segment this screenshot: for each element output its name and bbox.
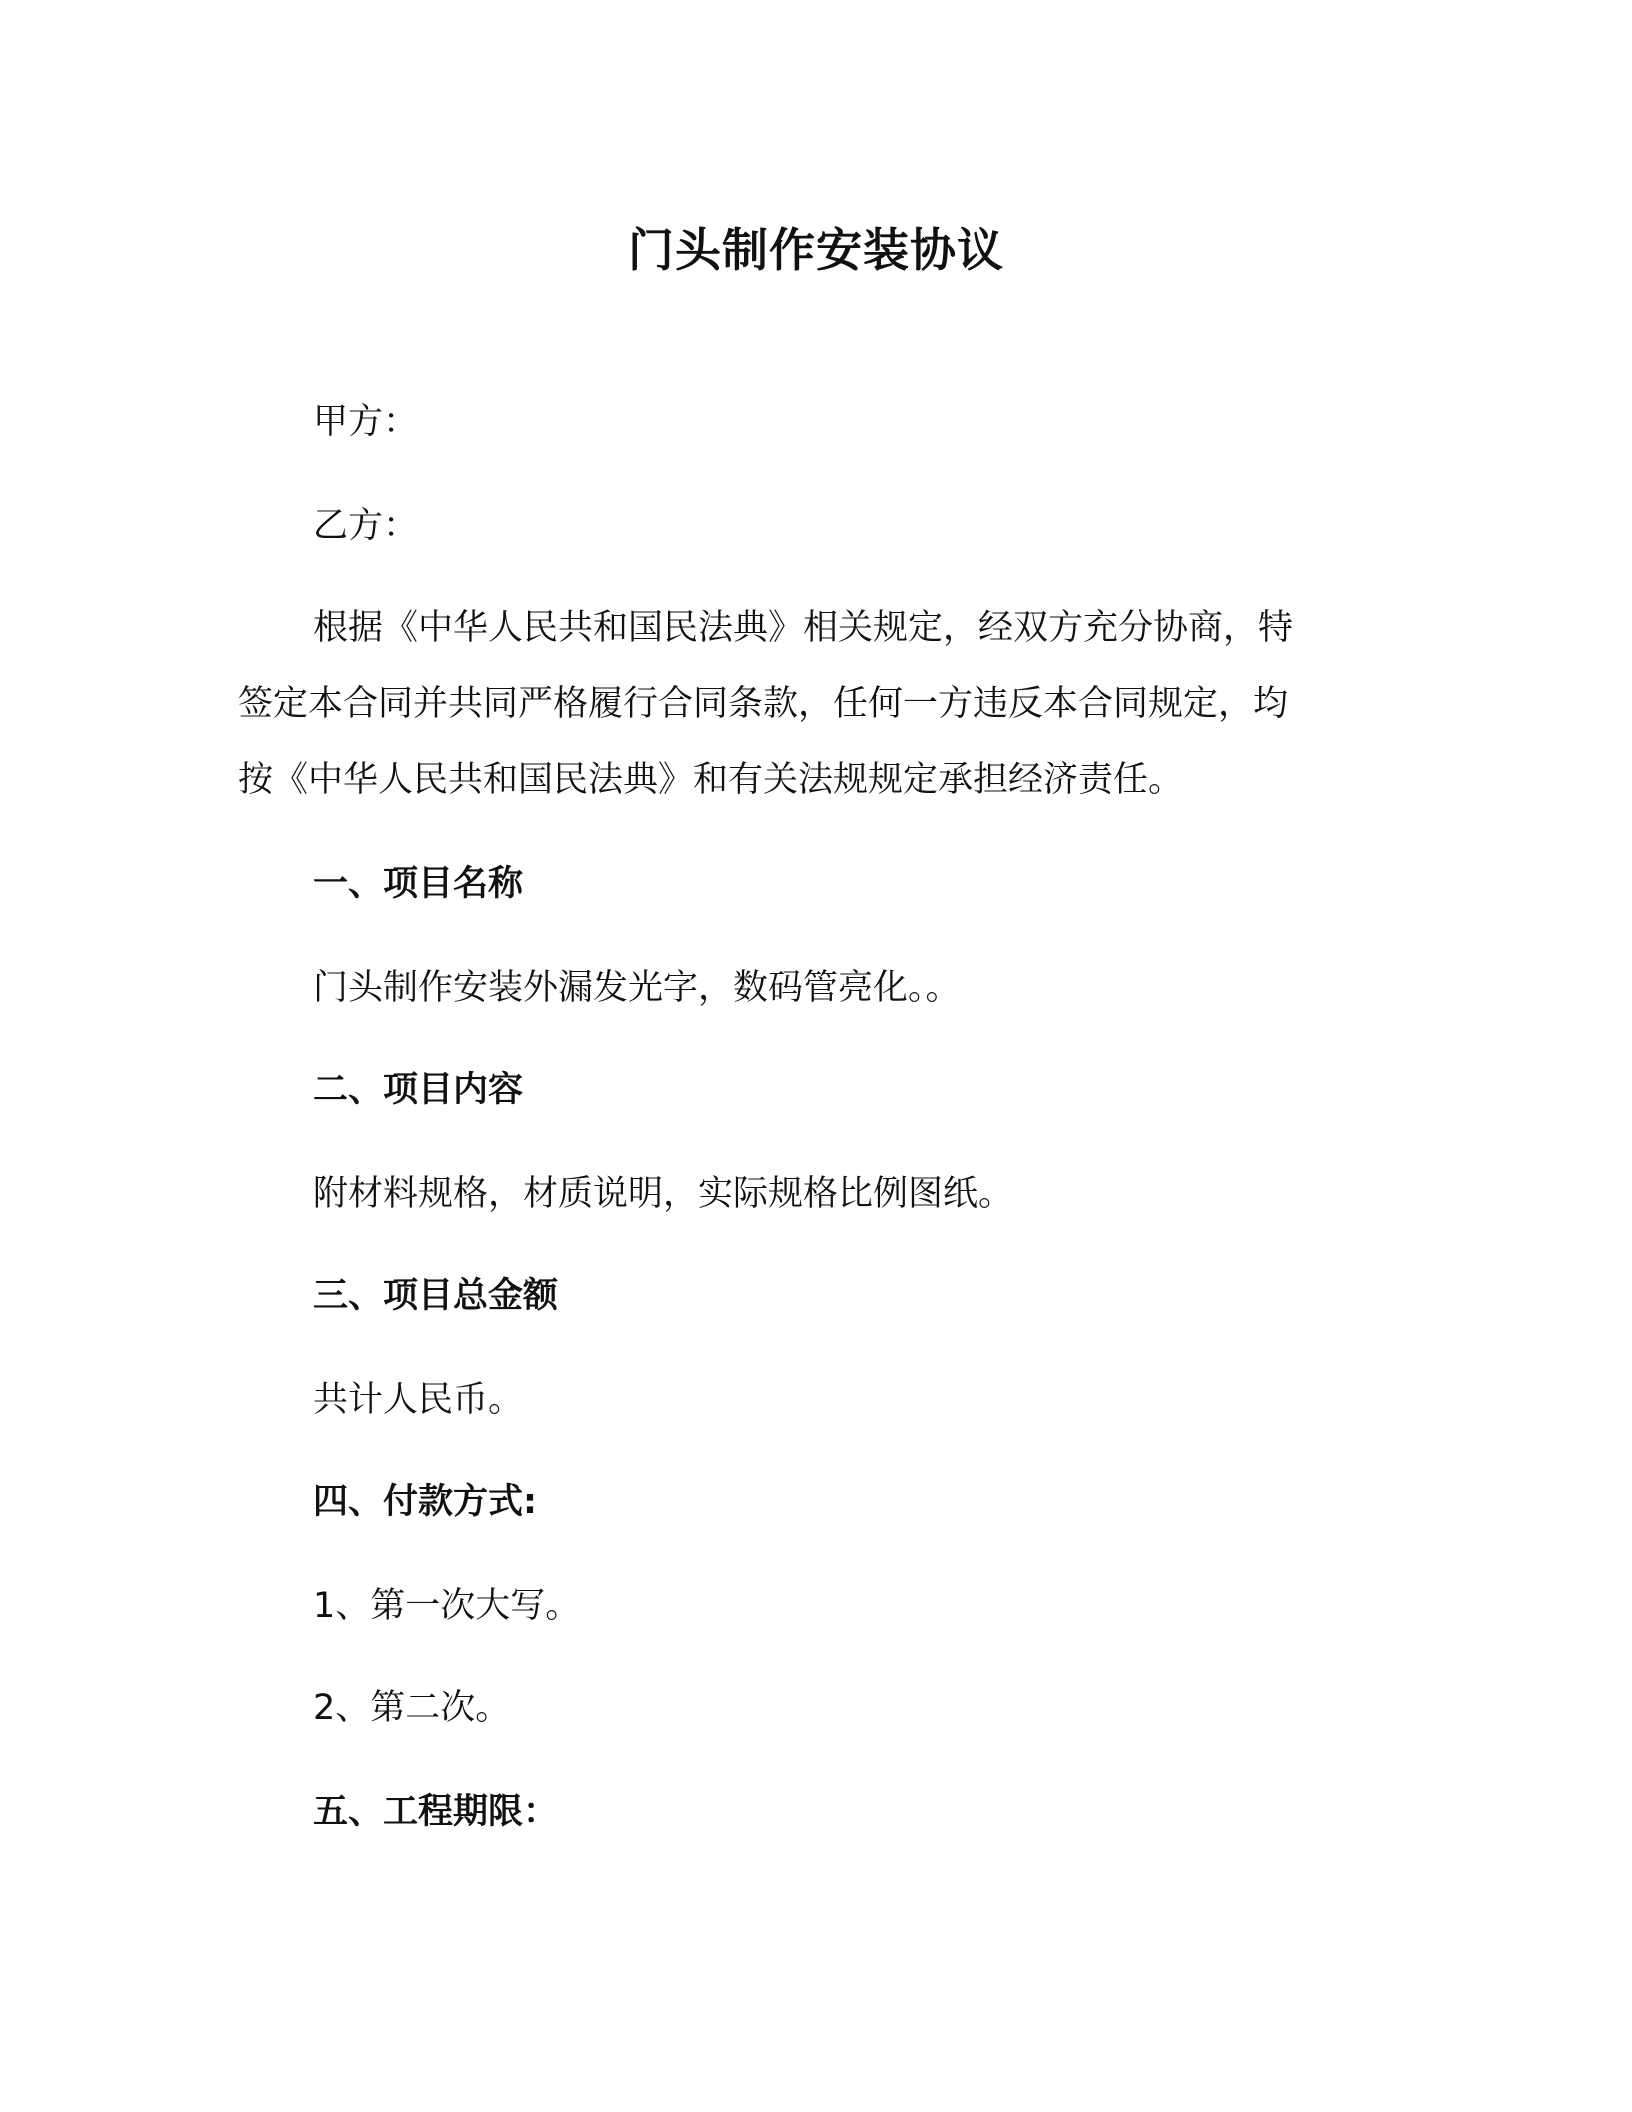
intro-line-1: 根据《中华人民共和国民法典》相关规定，经双方充分协商，特 bbox=[313, 608, 1294, 648]
intro-line-2: 签定本合同并共同严格履行合同条款，任何一方违反本合同规定，均 bbox=[238, 684, 1289, 724]
section-1-heading: 一、项目名称 bbox=[313, 864, 524, 904]
section-5-heading: 五、工程期限： bbox=[313, 1792, 559, 1832]
document-title: 门头制作安装协议 bbox=[628, 223, 1004, 277]
section-3-heading: 三、项目总金额 bbox=[313, 1276, 559, 1316]
intro-line-3: 按《中华人民共和国民法典》和有关法规规定承担经济责任。 bbox=[238, 760, 1184, 800]
section-3-body: 共计人民币。 bbox=[313, 1380, 524, 1420]
section-2-heading: 二、项目内容 bbox=[313, 1070, 524, 1110]
party-a-label: 甲方： bbox=[313, 402, 419, 442]
section-2-body: 附材料规格，材质说明，实际规格比例图纸。 bbox=[313, 1174, 1014, 1214]
payment-item-2: 2、第二次。 bbox=[313, 1688, 511, 1728]
payment-item-1: 1、第一次大写。 bbox=[313, 1586, 581, 1626]
section-4-heading: 四、付款方式: bbox=[313, 1482, 537, 1522]
party-b-label: 乙方： bbox=[313, 506, 419, 546]
section-1-body: 门头制作安装外漏发光字，数码管亮化。。 bbox=[313, 968, 961, 1008]
